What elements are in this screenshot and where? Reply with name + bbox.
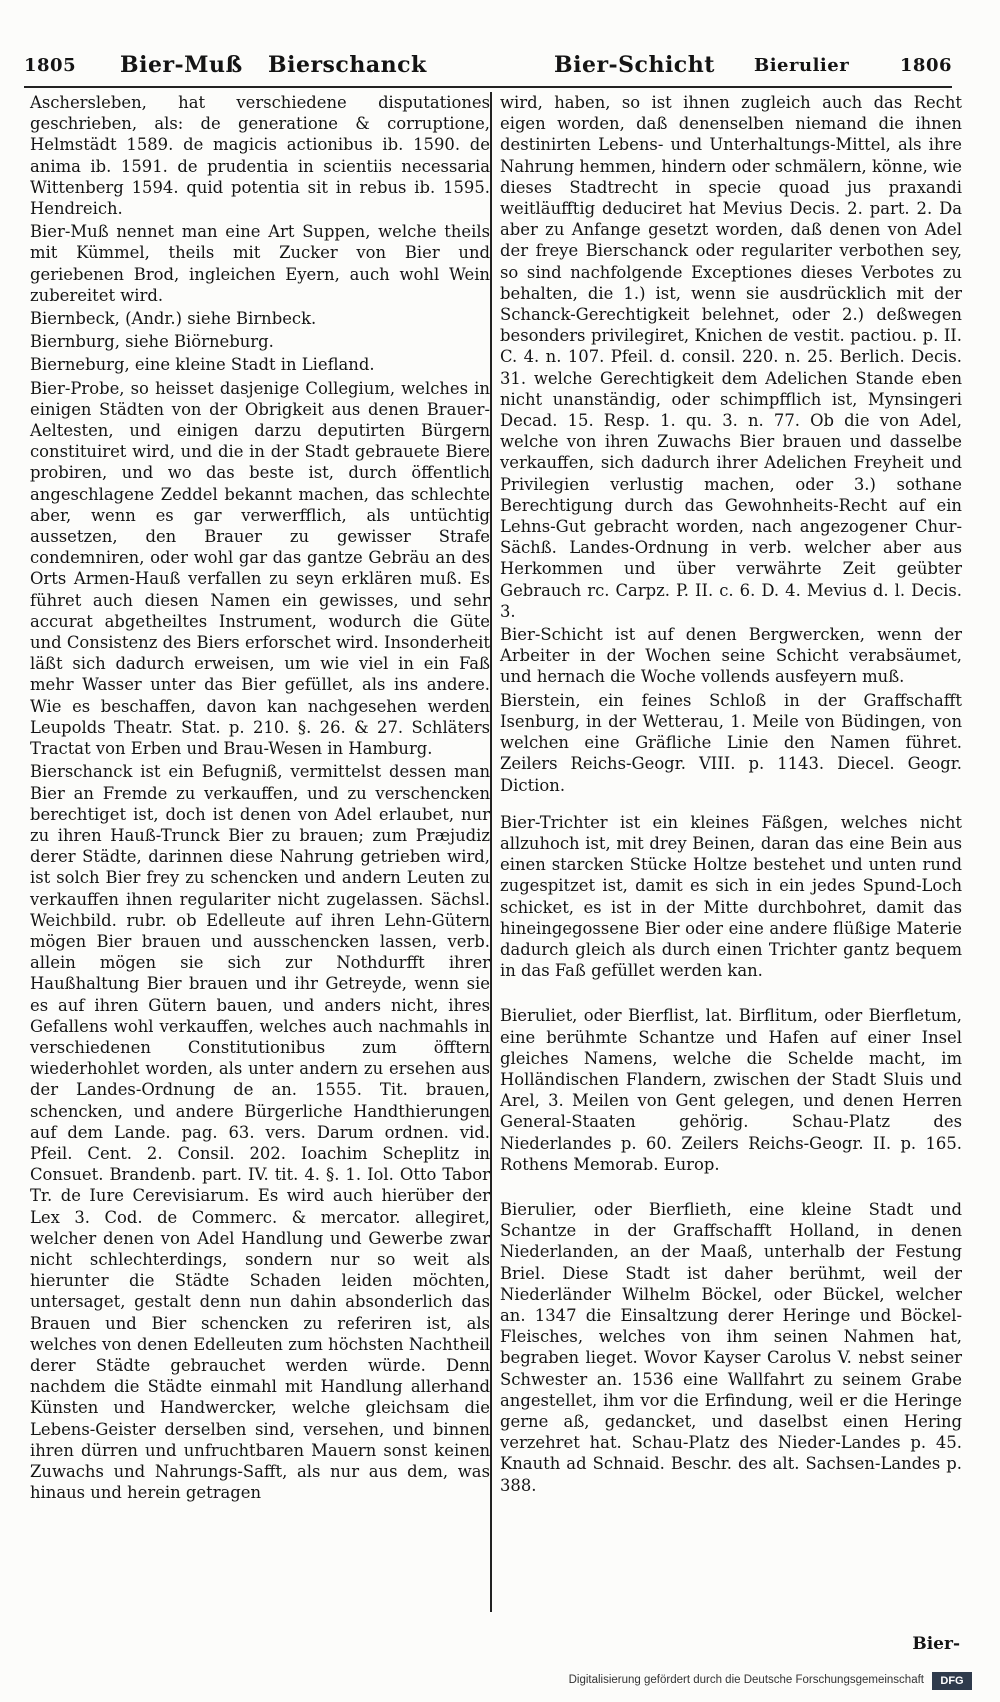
entry-bier-muss: Bier-Muß nennet man eine Art Suppen, welche theils mit Kümmel, theils mit Zucker von Bier und geriebenen Brod, ingleichen Eyern, auch wohl Wein zubereitet wird. bbox=[30, 222, 490, 305]
footer-credit: Digitalisierung gefördert durch die Deutsche Forschungsgemeinschaft bbox=[568, 1674, 924, 1686]
page-header bbox=[24, 52, 952, 86]
entry-biernbeck: Biernbeck, (Andr.) siehe Birnbeck. bbox=[30, 309, 317, 329]
bottom-catchword: Bier- bbox=[912, 1634, 960, 1654]
digitization-footer bbox=[0, 1670, 986, 1694]
left-column bbox=[30, 92, 490, 1505]
entry-bierulier: Bierulier, oder Bierflieth, eine kleine Stadt und Schantze in der Graffschafft Holland, in denen Niederlanden, an der Maaß, unterhalb der Festung Briel. Diese Stadt ist daher berühmt, weil der Niederländer Wilhelm Böckel, oder Bückel, welcher an. 1347 die Einsaltzung derer Heringe und Böckel-Fleisches, welches von ihm seinen Nahmen hat, begraben lieget. Wovor Kayser Carolus V. nebst seiner Schwester an. 1536 eine Wallfahrt zu seinem Grabe angestellet, ihm vor die Erfindung, weil er die Heringe gerne aß, gedancket, und daselbst einen Hering verzehret hat. Schau-Platz des Nieder-Landes p. 45. Knauth ad Schnaid. Beschr. des alt. Sachsen-Landes p. 388. bbox=[500, 1199, 962, 1495]
left-header-catchword-1: Bier-Muß bbox=[120, 52, 243, 78]
entry-bierschanck: Bierschanck ist ein Befugniß, vermittelst dessen man Bier an Fremde zu verkauffen, und zu verschencken berechtiget ist, doch ist denen von Adel erlaubet, nur zu ihren Hauß-Trunck Bier zu brauen; zum Præjudiz derer Städte, darinnen diese Nahrung getrieben wird, ist solch Bier frey zu schencken und andern Leuten zu verkauffen ihnen regulariter nicht zugelassen. Sächsl. Weichbild. rubr. ob Edelleute auf ihren Lehn-Gütern mögen Bier brauen und ausschencken lassen, verb. allein mögen sie sich zur Nothdurfft ihrer Haußhaltung Bier brauen und ihr Getreyde, wenn sie es auf ihren Gütern bauen, und anders nicht, ihres Gefallens wohl verkauffen, welches auch nachmahls in verschiedenen Constitutionibus zum öfftern wiederhohlet worden, als unter andern zu ersehen aus der Landes-Ordnung de an. 1555. Tit. brauen, schencken, und andere Bürgerliche Handthierungen auf dem Lande. pag. 63. vers. Darum ordnen. vid. Pfeil. Cent. 2. Consil. 202. Ioachim Scheplitz in Consuet. Brandenb. part. IV. tit. 4. §. 1. Iol. Otto Tabor Tr. de Iure Cerevisiarum. Es wird auch hierüber der Lex 3. Cod. de Commerc. & mercator. allegiret, welcher denen von Adel Handlung und Gewerbe zwar nicht schlechterdings, sondern nur so weit als hierunter die Städte Schaden leiden möchten, untersaget, gestalt denn nun dahin absonderlich das Brauen und Bier schencken zu referiren ist, als welches von denen Edelleuten zum höchsten Nachtheil derer Städte gebrauchet werden würde. Denn nachdem die Städte einmahl mit Handlung allerhand Künsten und Handwercker, welche gleichsam die Lebens-Geister derselben sind, versehen, und binnen ihren dürren und unfruchtbaren Mauern sonst keinen Zuwachs und Nahrungs-Safft, als nur aus dem, was hinaus und herein getragen bbox=[30, 762, 490, 1503]
entry-bierneburg: Bierneburg, eine kleine Stadt in Liefland. bbox=[30, 355, 375, 375]
right-page-number: 1806 bbox=[899, 55, 952, 76]
left-page-number: 1805 bbox=[24, 55, 77, 76]
entry-biernburg: Biernburg, siehe Biörneburg. bbox=[30, 332, 274, 352]
entry-bier-probe: Bier-Probe, so heisset dasjenige Collegium, welches in einigen Städten von der Obrigkeit aus denen Brauer-Aeltesten, und einigen darzu deputirten Bürgern constituiret wird, und die in der Stadt gebrauete Biere probiren, und wo das beste ist, durch öffentlich angeschlagene Zeddel bekannt machen, das schlechte aber, wenn es gar verwerfflich, als untüchtig aussetzen, den Brauer zu gewisser Strafe condemniren, oder wohl gar das gantze Gebräu an des Orts Armen-Hauß verfallen zu seyn erklären muß. Es führet auch diesen Namen ein gewisses, und sehr accurat abgetheiltes Instrument, wodurch die Güte und Consistenz des Biers erforschet wird. Insonderheit läßt sich dadurch erweisen, um wie viel in ein Faß mehr Wasser unter das Bier gefüllet, als ins andere. Wie es beschaffen, davon kan nachgesehen werden Leupolds Theatr. Stat. p. 210. §. 26. & 27. Schläters Tractat von Erben und Brau-Wesen in Hamburg. bbox=[30, 378, 490, 759]
entry-bier-schicht: Bier-Schicht ist auf denen Bergwercken, wenn der Arbeiter in der Wochen seine Schicht verabsäumet, und hernach die Woche vollends ausfeyern muß. bbox=[500, 625, 962, 687]
entry-bier-trichter: Bier-Trichter ist ein kleines Fäßgen, welches nicht allzuhoch ist, mit drey Beinen, daran das eine Bein aus einen starcken Stücke Holtze bestehet und unten rund zugespitzet ist, damit es sich in ein jedes Spund-Loch schicket, es ist in der Mitte durchbohret, damit das hineingegossene Bier oder eine andere flüßige Materie dadurch gleich als durch einen Trichter gantz bequem in das Faß gefüllet werden kan. bbox=[500, 812, 962, 981]
right-header-catchword-1: Bier-Schicht bbox=[554, 52, 715, 78]
entry-bierstein: Bierstein, ein feines Schloß in der Graffschafft Isenburg, in der Wetterau, 1. Meile von Büdingen, von welchen eine Gräfliche Linie den Namen führet. Zeilers Reichs-Geogr. VIII. p. 1143. Diecel. Geogr. Diction. bbox=[500, 690, 962, 795]
spacer bbox=[500, 983, 962, 1005]
spacer bbox=[500, 1177, 962, 1199]
right-header-catchword-2: Bierulier bbox=[754, 55, 850, 76]
header-rule bbox=[24, 86, 952, 88]
spacer bbox=[500, 798, 962, 812]
entry-bierschanck-continued: wird, haben, so ist ihnen zugleich auch das Recht eigen worden, daß denenselben niemand die ihnen destinirten Lebens- und Unterhaltungs-Mittel, als ihre Nahrung hemmen, hindern oder schmälern, könne, wie dieses Stadtrecht in specie quoad jus praxandi weitläufftig deduciret hat Mevius Decis. 2. part. 2. Da aber zu Anfange gesetzt worden, daß denen von Adel der freye Bierschanck oder regulariter verbothen sey, so sind nachfolgende Exceptiones dieses Verbotes zu behalten, die 1.) ist, wenn sie ausdrücklich mit der Schanck-Gerechtigkeit belehnet, oder 2.) deßwegen besonders privilegiret, Knichen de vestit. pactiou. p. II. C. 4. n. 107. Pfeil. d. consil. 220. n. 25. Berlich. Decis. 31. welche Gerechtigkeit dem Adelichen Stande eben nicht unanständig, oder schimpfflich ist, Mynsingeri Decad. 15. Resp. 1. qu. 3. n. 77. Ob die von Adel, welche von ihren Zuwachs Bier brauen und dasselbe verkauffen, sich dadurch ihrer Adelichen Freyheit und Privilegien verlustig machen, oder 3.) sothane Berechtigung durch das Gewohnheits-Recht auf ein Lehns-Gut gebracht worden, nach angezogener Chur-Sächß. Landes-Ordnung in verb. welcher aber aus Herkommen und über verwährte Zeit geübter Gebrauch rc. Carpz. P. II. c. 6. D. 4. Mevius d. l. Decis. 3. bbox=[500, 93, 962, 621]
column-separator bbox=[490, 92, 492, 1612]
dfg-logo-icon: DFG bbox=[932, 1672, 972, 1690]
entry-bieruliet: Bieruliet, oder Bierflist, lat. Birflitum, oder Bierfletum, eine berühmte Schantze und Hafen auf einer Insel gleiches Namens, welche die Schelde macht, im Holländischen Flandern, zwischen der Stadt Sluis und Arel, 3. Meilen von Gent gelegen, und denen Herren General-Staaten gehörig. Schau-Platz des Niederlandes p. 60. Zeilers Reichs-Geogr. II. p. 165. Rothens Memorab. Europ. bbox=[500, 1006, 962, 1174]
entry-aschersleben: Aschersleben, hat verschiedene disputationes geschrieben, als: de generatione & corruptione, Helmstädt 1589. de magicis actionibus ib. 1590. de anima ib. 1591. de prudentia in scientiis necessaria Wittenberg 1594. quid potentia sit in rebus ib. 1595. Hendreich. bbox=[30, 93, 490, 219]
right-column bbox=[500, 92, 962, 1498]
left-header-catchword-2: Bierschanck bbox=[268, 52, 427, 78]
